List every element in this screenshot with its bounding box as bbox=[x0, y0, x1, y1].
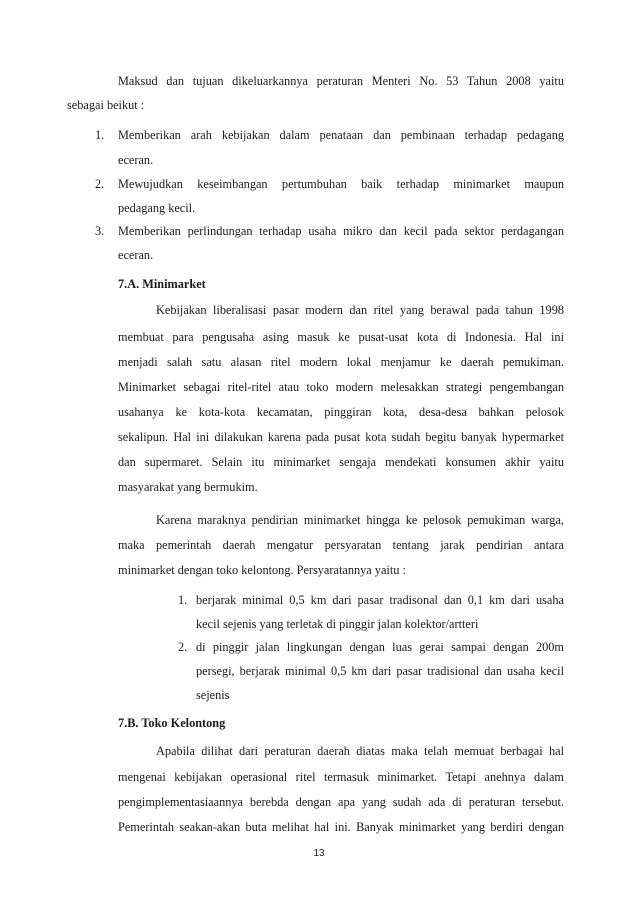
section-heading-toko-kelontong: 7.B. Toko Kelontong bbox=[118, 716, 226, 730]
requirement-text: berjarak minimal 0,5 km dari pasar tradisonal dan 0,1 km dari usaha bbox=[196, 593, 564, 607]
paragraph-line: Kebijakan liberalisasi pasar modern dan ritel yang berawal pada tahun 1998 bbox=[156, 303, 564, 317]
goal-text: eceran. bbox=[118, 153, 154, 167]
paragraph-line: menjadi salah satu alasan ritel modern lokal menjamur ke daerah pemukiman. bbox=[118, 355, 564, 369]
paragraph-line: Apabila dilihat dari peraturan daerah diatas maka telah memuat berbagai hal bbox=[156, 744, 564, 758]
paragraph-line: sekalipun. Hal ini dilakukan karena pada pusat kota sudah begitu banyak hypermarket bbox=[118, 430, 564, 444]
requirement-text: di pinggir jalan lingkungan dengan luas gerai sampai dengan 200m bbox=[196, 640, 564, 654]
intro-line-2: sebagai beikut : bbox=[67, 98, 145, 112]
paragraph-line: Pemerintah seakan-akan buta melihat hal ini. Banyak minimarket yang berdiri dengan bbox=[118, 820, 564, 834]
requirement-number: 1. bbox=[178, 593, 188, 607]
section-heading-minimarket: 7.A. Minimarket bbox=[118, 277, 206, 291]
paragraph-line: Karena maraknya pendirian minimarket hingga ke pelosok pemukiman warga, bbox=[156, 513, 564, 527]
goal-number: 3. bbox=[95, 224, 105, 238]
paragraph-line: dan supermaret. Selain itu minimarket sengaja mendekati konsumen akhir yaitu bbox=[118, 455, 564, 469]
paragraph-line: Minimarket sebagai ritel-ritel atau toko modern melesakkan strategi pengembangan bbox=[118, 380, 564, 394]
goal-number: 2. bbox=[95, 177, 105, 191]
goal-text: Mewujudkan keseimbangan pertumbuhan baik terhadap minimarket maupun bbox=[118, 177, 564, 191]
paragraph-line: mengenai kebijakan operasional ritel termasuk minimarket. Tetapi anehnya dalam bbox=[118, 770, 564, 784]
goal-text: eceran. bbox=[118, 248, 154, 262]
paragraph-line: usahanya ke kota-kota kecamatan, pinggiran kota, desa-desa bahkan pelosok bbox=[118, 405, 564, 419]
paragraph-line: pengimplementasiaannya berebda dengan apa yang sudah ada di peraturan tersebut. bbox=[118, 795, 564, 809]
goal-number: 1. bbox=[95, 128, 105, 142]
intro-line-1: Maksud dan tujuan dikeluarkannya peraturan Menteri No. 53 Tahun 2008 yaitu bbox=[118, 74, 564, 88]
requirement-text: kecil sejenis yang terletak di pinggir jalan kolektor/artteri bbox=[196, 617, 479, 631]
requirement-number: 2. bbox=[178, 640, 188, 654]
paragraph-line: maka pemerintah daerah mengatur persyaratan tentang jarak pendirian antara bbox=[118, 538, 564, 552]
paragraph-line: masyarakat yang bermukim. bbox=[118, 480, 258, 494]
goal-text: pedagang kecil. bbox=[118, 201, 196, 215]
goal-text: Memberikan perlindungan terhadap usaha mikro dan kecil pada sektor perdagangan bbox=[118, 224, 564, 238]
page-number: 13 bbox=[313, 848, 325, 859]
paragraph-line: membuat para pengusaha asing masuk ke pusat-usat kota di Indonesia. Hal ini bbox=[118, 330, 564, 344]
requirement-text: persegi, berjarak minimal 0,5 km dari pasar tradisional dan usaha kecil bbox=[196, 664, 564, 678]
paragraph-line: minimarket dengan toko kelontong. Persyaratannya yaitu : bbox=[118, 563, 406, 577]
requirement-text: sejenis bbox=[196, 688, 230, 702]
goal-text: Memberikan arah kebijakan dalam penataan dan pembinaan terhadap pedagang bbox=[118, 128, 564, 142]
